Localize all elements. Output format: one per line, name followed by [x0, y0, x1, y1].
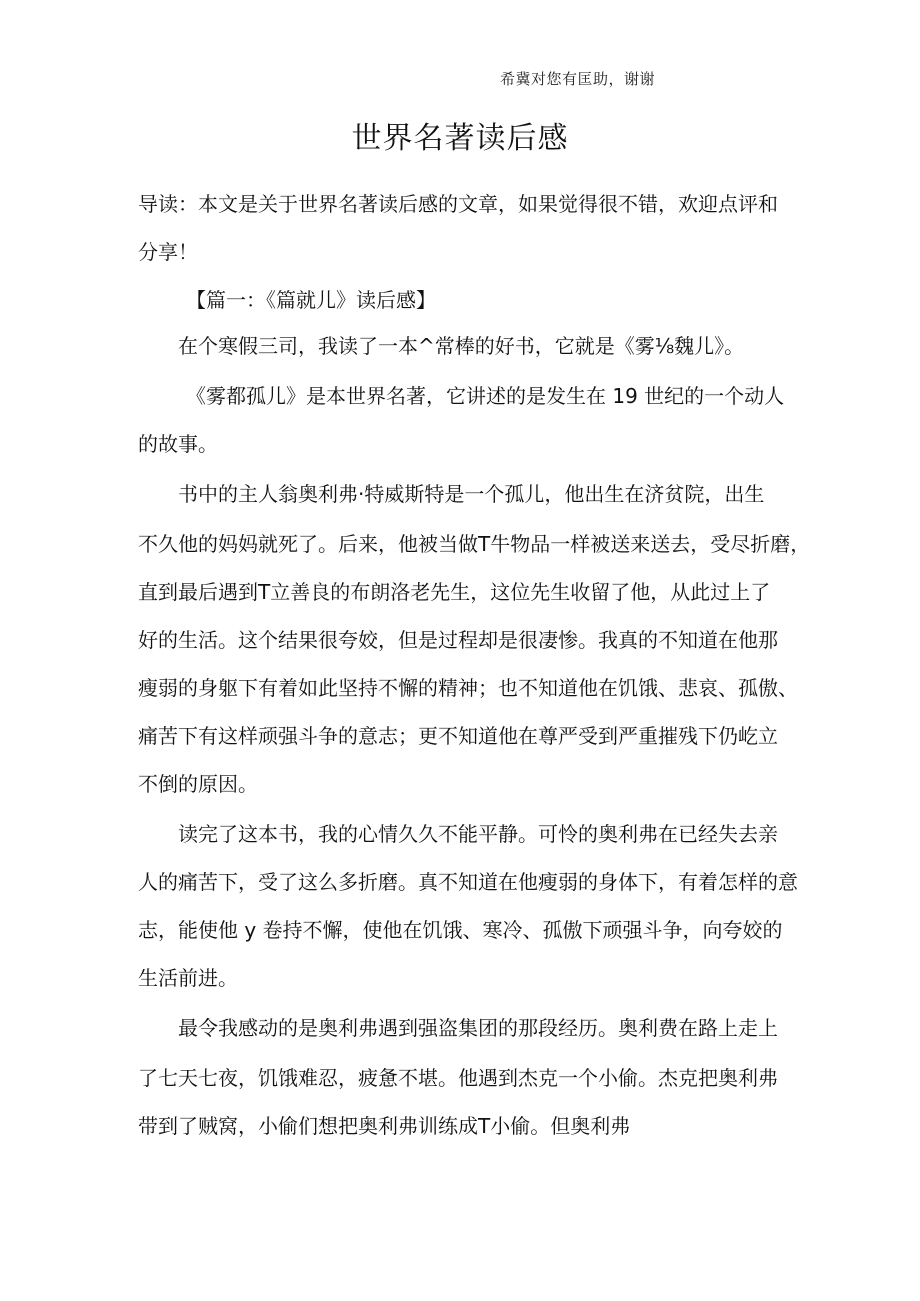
- text-line: 导读：本文是关于世界名著读后感的文章，如果觉得很不错，欢迎点评和: [138, 192, 778, 216]
- text-line: 书中的主人翁奥利弗·特威斯特是一个孤儿，他出生在济贫院，出生: [178, 482, 765, 506]
- text-line: 的故事。: [138, 432, 218, 456]
- text-line: 了七天七夜，饥饿难忍，疲惫不堪。他遇到杰克一个小偷。杰克把奥利弗: [138, 1066, 778, 1090]
- text-line: 最令我感动的是奥利弗遇到强盗集团的那段经历。奥利费在路上走上: [178, 1016, 778, 1040]
- section-heading: 【篇一：《篇就儿》读后感】: [186, 288, 436, 312]
- text-line: 带到了贼窝，小偷们想把奥利弗训练成Τ小偷。但奥利弗: [138, 1114, 631, 1138]
- text-line: 在个寒假三司，我读了一本^常棒的好书，它就是《雾⅛魏儿》。: [178, 334, 745, 358]
- text-line: 生活前进。: [138, 966, 238, 990]
- text-line: 瘦弱的身躯下有着如此坚持不懈的精神；也不知道他在饥饿、悲哀、孤傲、: [138, 676, 798, 700]
- text-line: 分享！: [138, 240, 198, 264]
- header-note: 希冀对您有匡助，谢谢: [500, 70, 656, 88]
- text-line: 直到最后遇到Τ立善良的布朗洛老先生，这位先生收留了他，从此过上了: [138, 580, 771, 604]
- text-line: 读完了这本书，我的心情久久不能平静。可怜的奥利弗在已经失去亲: [178, 822, 778, 846]
- text-line: 不久他的妈妈就死了。后来，他被当做Τ牛物品一样被送来送去，受尽折磨，: [138, 532, 811, 556]
- document-title: 世界名著读后感: [351, 121, 569, 156]
- text-line: 痛苦下有这样顽强斗争的意志；更不知道他在尊严受到严重摧残下仍屹立: [138, 724, 778, 748]
- text-line: 《雾都孤儿》是本世界名著，它讲述的是发生在 19 世纪的一个动人: [186, 384, 785, 408]
- text-line: 人的痛苦下，受了这么多折磨。真不知道在他瘦弱的身体下，有着怎样的意: [138, 870, 798, 894]
- text-line: 好的生活。这个结果很夸姣，但是过程却是很凄惨。我真的不知道在他那: [138, 628, 778, 652]
- text-line: 不倒的原因。: [138, 772, 258, 796]
- text-line: 志，能使他 y 卷持不懈，使他在饥饿、寒冷、孤傲下顽强斗争，向夸姣的: [138, 918, 783, 942]
